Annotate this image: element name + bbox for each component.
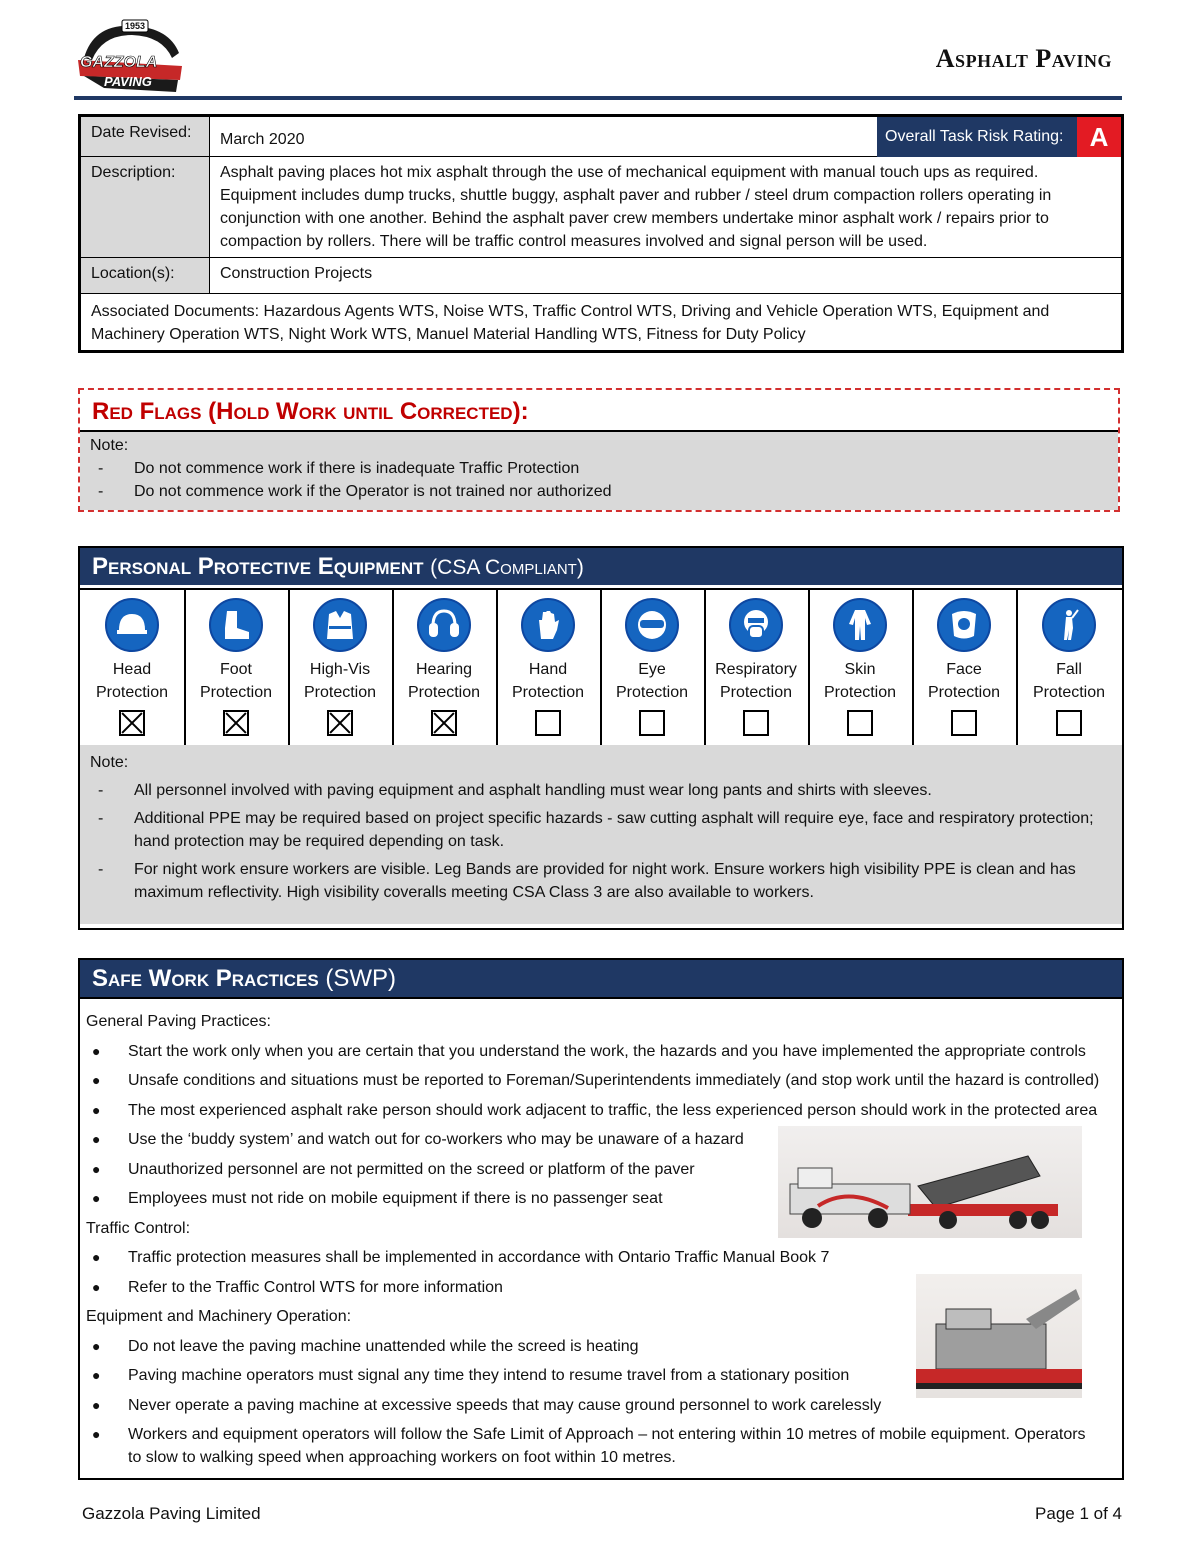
red-flags-note-box [80,430,1118,510]
date-label: Date Revised: [81,117,210,157]
list-item: ● Employees must not ride on mobile equipment if there is no passenger seat [92,1190,663,1207]
swp-title: Safe Work Practices [92,965,319,992]
red-flags-section [78,388,1120,512]
skin-protection-checkbox[interactable] [847,710,873,736]
list-item: ● Unauthorized personnel are not permitted on the screed or platform of the paver [92,1160,695,1178]
eye-protection-checkbox[interactable] [639,710,665,736]
ppe-item-hand: Hand Protection [496,590,602,745]
ppe-notes [80,745,1122,924]
ppe-item-skin: Skin Protection [808,590,914,745]
ppe-item-hearing: Hearing Protection [392,590,498,745]
hearing-protection-checkbox[interactable] [431,710,457,736]
ppe-subtitle: (CSA Compliant) [430,556,584,579]
ppe-item-face: Face Protection [912,590,1018,745]
goggles-icon [625,598,679,652]
page-title: Asphalt Paving [935,44,1112,73]
list-item: - Do not commence work if the Operator is not trained nor authorized [98,483,612,500]
date-value: March 2020 [220,131,305,148]
ppe-item-foot: Foot Protection [184,590,290,745]
equipment-operation-label: Equipment and Machinery Operation: [86,1308,352,1325]
coverall-icon [833,598,887,652]
risk-value-badge: A [1077,117,1121,157]
vest-icon [313,598,367,652]
hard-hat-icon [105,598,159,652]
ppe-item-eye: Eye Protection [600,590,706,745]
general-practices-label: General Paving Practices: [86,1013,271,1030]
respiratory-protection-checkbox[interactable] [743,710,769,736]
ear-muffs-icon [417,598,471,652]
risk-label: Overall Task Risk Rating: [877,117,1077,157]
swp-header [80,960,1122,999]
red-flags-note-label: Note: [90,437,129,454]
list-item: - All personnel involved with paving equipment and asphalt handling must wear long pants and shirts with sleeves. [98,782,932,799]
ppe-section [78,546,1124,930]
list-item: ● Workers and equipment operators will follow the Safe Limit of Approach – not entering within 10 metres of mobile equipment. Operators to slow to walking speed when approaching workers on foot within 10 metres. [92,1426,1086,1466]
list-item: ● Traffic protection measures shall be implemented in accordance with Ontario Traffic Manual Book 7 [92,1249,830,1266]
head-protection-checkbox[interactable] [119,710,145,736]
ppe-note-label: Note: [90,754,129,771]
logo-name-bottom: PAVING [104,74,152,89]
harness-icon [1042,598,1096,652]
ppe-grid [80,588,1122,747]
list-item: - Additional PPE may be required based on project specific hazards - saw cutting asphalt will require eye, face and respiratory protection; hand protection may be required depending on task. [98,810,1094,850]
ppe-header [80,548,1122,585]
list-item: ● Use the ‘buddy system’ and watch out for co-workers who may be unaware of a hazard [92,1131,744,1148]
swp-section [78,958,1124,1480]
info-table [78,114,1124,353]
risk-rating [877,117,1121,157]
ppe-item-head: Head Protection [80,590,186,745]
location-label: Location(s): [81,258,210,294]
list-item: ● Start the work only when you are certain that you understand the work, the hazards and you have implemented the appropriate controls [92,1042,1086,1060]
location-value: Construction Projects [210,258,1122,294]
description-text: Asphalt paving places hot mix asphalt through the use of mechanical equipment with manual touch ups as required. Equipment includes dump trucks, shuttle buggy, asphalt paver and rubber / steel drum compaction rollers operating in conjunction with one another. Behind the asphalt paver crew members undertake minor asphalt work / repairs prior to compaction by rollers. There will be traffic control measures involved and signal person will be used. [210,157,1122,258]
company-logo [74,18,186,96]
list-item: ● Do not leave the paving machine unattended while the screed is heating [92,1337,639,1355]
dump-truck-photo [778,1126,1082,1238]
list-item: ● Never operate a paving machine at excessive speeds that may cause ground personnel to work carelessly [92,1396,882,1414]
foot-protection-checkbox[interactable] [223,710,249,736]
footer-company: Gazzola Paving Limited [82,1504,261,1523]
fall-protection-checkbox[interactable] [1056,710,1082,736]
associated-documents: Associated Documents: Hazardous Agents WTS, Noise WTS, Traffic Control WTS, Driving and Vehicle Operation WTS, Equipment and Machinery Operation WTS, Night Work WTS, Manuel Material Handling WTS, Fitness for Duty Policy [81,294,1122,351]
ppe-item-respiratory: Respiratory Protection [704,590,810,745]
paver-photo [916,1274,1082,1398]
list-item: - For night work ensure workers are visible. Leg Bands are provided for night work. Ensure workers high visibility PPE is clean and has maximum reflectivity. High visibility coveralls meeting CSA Class 3 are also available to workers. [98,861,1076,901]
swp-body [86,1010,1112,1476]
header-rule [74,96,1122,100]
list-item: ● Paving machine operators must signal any time they intend to resume travel from a stationary position [92,1367,850,1384]
high-vis-checkbox[interactable] [327,710,353,736]
ppe-title: Personal Protective Equipment [92,553,424,580]
face-protection-checkbox[interactable] [951,710,977,736]
boot-icon [209,598,263,652]
face-shield-icon [937,598,991,652]
traffic-control-label: Traffic Control: [86,1219,191,1237]
respirator-icon [729,598,783,652]
list-item: ● Refer to the Traffic Control WTS for more information [92,1278,503,1296]
footer-page-number: Page 1 of 4 [1035,1504,1122,1523]
list-item: ● The most experienced asphalt rake person should work adjacent to traffic, the less experienced person should work in the protected area [92,1101,1098,1119]
list-item: ● Unsafe conditions and situations must be reported to Foreman/Superintendents immediately (and stop work until the hazard is controlled) [92,1072,1100,1089]
glove-icon [521,598,575,652]
swp-title-suffix: (SWP) [325,965,397,992]
ppe-item-high-vis: High-Vis Protection [288,590,394,745]
list-item: - Do not commence work if there is inadequate Traffic Protection [98,460,580,477]
ppe-item-fall: Fall Protection [1016,590,1122,745]
red-flags-title: Red Flags (Hold Work until Corrected): [92,398,529,425]
description-label: Description: [81,157,210,258]
logo-year: 1953 [124,21,146,31]
logo-name-top: GAZZOLA [80,54,158,71]
hand-protection-checkbox[interactable] [535,710,561,736]
